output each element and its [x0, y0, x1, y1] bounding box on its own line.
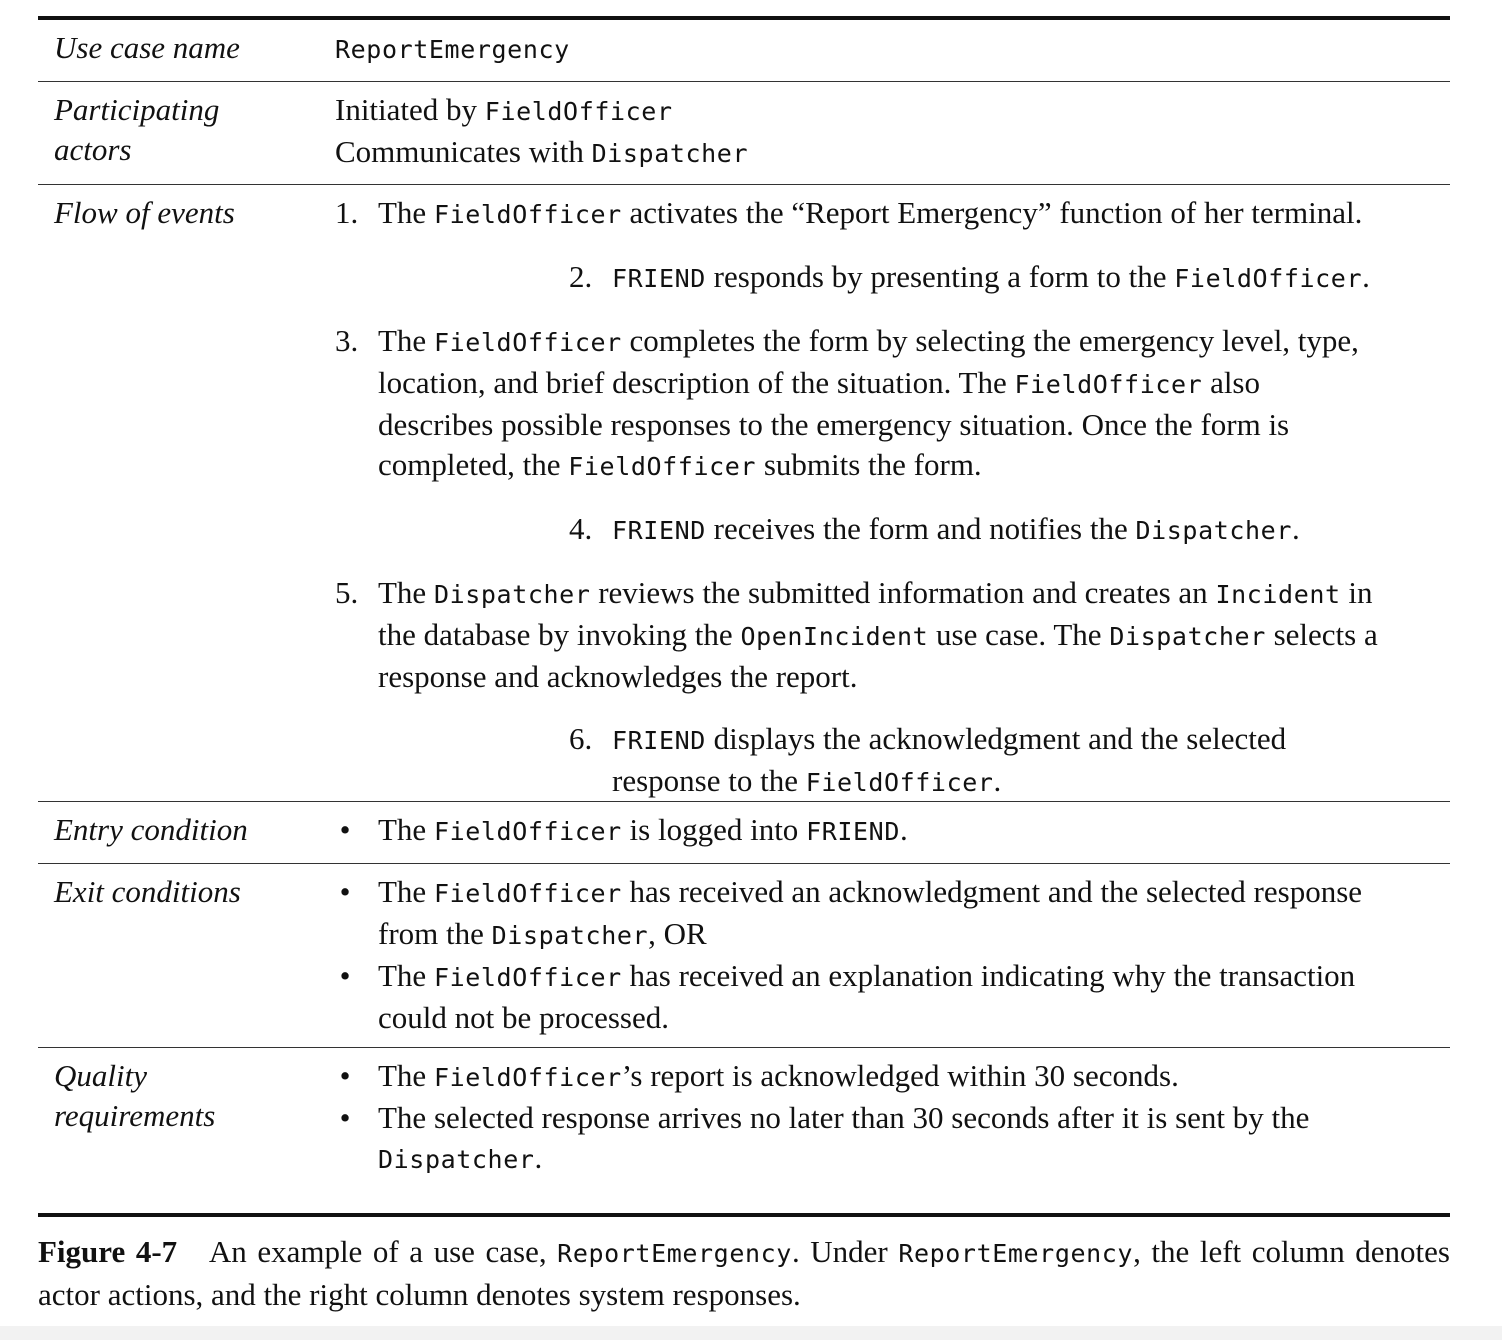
label-flow-of-events: Flow of events	[54, 195, 235, 230]
quality-bullet-2: • The selected response arrives no later than 30 seconds after it is sent by the Dispatcher.	[335, 1098, 1450, 1180]
figure-caption: Figure 4-7 An example of a use case, ReportEmergency. Under ReportEmergency, the left column denotes actor actions, and the right column denotes system responses.	[38, 1234, 1450, 1312]
row-use-case-name	[38, 20, 1450, 81]
row-flow-of-events	[38, 185, 1450, 801]
value-use-case-name	[335, 20, 1450, 70]
bullet-dot: •	[339, 958, 351, 993]
label-quality-requirements: Quality requirements	[54, 1058, 216, 1133]
actors-line-communicates: Communicates with Dispatcher	[335, 134, 749, 169]
bullet-dot: •	[339, 1058, 351, 1093]
label-participating-actors	[54, 90, 324, 170]
quality-bullet-1: • The FieldOfficer’s report is acknowledged within 30 seconds.	[335, 1056, 1450, 1098]
actors-line-initiated: Initiated by FieldOfficer	[335, 92, 673, 127]
flow-step-5: 5. The Dispatcher reviews the submitted information and creates an Incident in the database by invoking the OpenIncident use case. The Dispatcher selects a response and acknowledges the report.	[335, 575, 1378, 694]
exit-bullet-2: • The FieldOfficer has received an explanation indicating why the transaction could not be processed.	[335, 956, 1450, 1038]
row-entry-condition	[38, 802, 1450, 863]
use-case-document	[38, 16, 1450, 1315]
use-case-name-code: ReportEmergency	[335, 35, 570, 64]
label-entry-condition: Entry condition	[54, 812, 248, 847]
row-participating-actors	[38, 82, 1450, 184]
bullet-dot: •	[339, 874, 351, 909]
flow-step-2: 2. FRIEND responds by presenting a form to the FieldOfficer.	[569, 259, 1370, 294]
label-exit-conditions: Exit conditions	[54, 874, 241, 909]
bullet-dot: •	[339, 812, 351, 847]
page-bottom-edge	[0, 1326, 1502, 1340]
exit-content	[335, 864, 1450, 1038]
flow-step-3: 3. The FieldOfficer completes the form by selecting the emergency level, type, location, and brief description of the situation. The FieldOfficer also describes possible responses to the emergency situation. Once the form is completed, the FieldOfficer submits the form.	[335, 323, 1359, 482]
actors-content	[335, 82, 1450, 174]
entry-content	[335, 802, 1450, 852]
flow-step-4: 4. FRIEND receives the form and notifies the Dispatcher.	[569, 511, 1300, 546]
label-participating-line1: Participating	[54, 92, 220, 127]
row-exit-conditions	[38, 864, 1450, 1047]
flow-step-6: 6. FRIEND displays the acknowledgment and the selected response to the FieldOfficer.	[569, 721, 1287, 798]
label-participating-line2: actors	[54, 132, 132, 167]
actor-fieldofficer: FieldOfficer	[484, 97, 673, 126]
label-use-case-name: Use case name	[54, 30, 240, 65]
figure-label: Figure 4-7	[38, 1234, 178, 1269]
bullet-dot: •	[339, 1100, 351, 1135]
actor-dispatcher: Dispatcher	[591, 139, 749, 168]
row-quality-requirements	[38, 1048, 1450, 1213]
quality-content	[335, 1048, 1450, 1180]
exit-bullet-1: • The FieldOfficer has received an acknowledgment and the selected response from the Dispatcher, OR	[335, 872, 1450, 956]
flow-step-1: 1. The FieldOfficer activates the “Report Emergency” function of her terminal.	[335, 195, 1363, 230]
entry-bullet-item: • The FieldOfficer is logged into FRIEND.	[335, 810, 1450, 852]
flow-content	[335, 185, 1450, 803]
